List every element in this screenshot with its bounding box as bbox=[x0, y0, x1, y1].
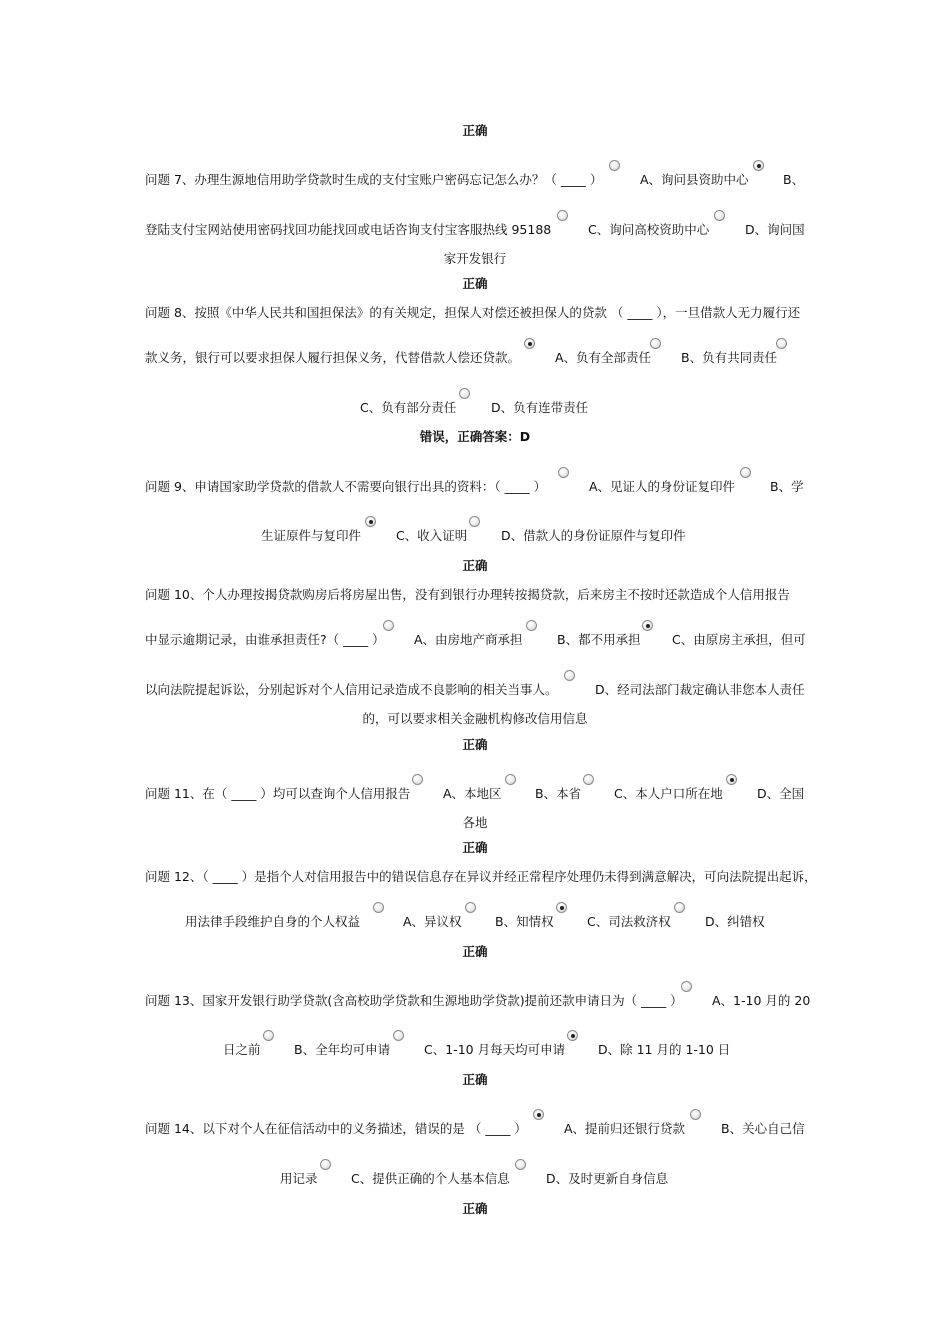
q12-option-c: C、司法救济权 bbox=[587, 914, 671, 929]
q7-radio-a[interactable] bbox=[609, 160, 620, 171]
q14-option-b-cont: 用记录 bbox=[280, 1171, 318, 1186]
q9-radio-c[interactable] bbox=[365, 516, 376, 527]
q13-option-b: B、全年均可申请 bbox=[294, 1042, 391, 1057]
q14-option-a: A、提前归还银行贷款 bbox=[564, 1121, 686, 1136]
result-label: 正确 bbox=[462, 1201, 488, 1216]
q12-radio-c[interactable] bbox=[556, 902, 567, 913]
q7-option-b-prefix: B、 bbox=[783, 172, 805, 187]
q10-option-c: C、由原房主承担，但可 bbox=[672, 632, 806, 647]
q10-option-a: A、由房地产商承担 bbox=[414, 632, 523, 647]
q13-radio-a[interactable] bbox=[681, 981, 692, 992]
q10-radio-c[interactable] bbox=[642, 620, 653, 631]
q14-option-c: C、提供正确的个人基本信息 bbox=[351, 1171, 510, 1186]
q11-option-d: D、全国 bbox=[757, 786, 805, 801]
q14-option-b: B、关心自己信 bbox=[721, 1121, 805, 1136]
q13-option-c: C、1-10 月每天均可申请 bbox=[424, 1042, 566, 1057]
question-13-text: 问题 13、国家开发银行助学贷款(含高校助学贷款和生源地助学贷款)提前还款申请日为（ ____ ） bbox=[145, 993, 683, 1008]
result-label: 正确 bbox=[462, 737, 488, 752]
q8-radio-a[interactable] bbox=[524, 338, 535, 349]
result-label: 正确 bbox=[462, 1072, 488, 1087]
q8-radio-d[interactable] bbox=[459, 388, 470, 399]
result-label-wrong: 错误，正确答案：D bbox=[419, 429, 531, 444]
q7-option-d-cont: 家开发银行 bbox=[443, 251, 507, 266]
q9-radio-d[interactable] bbox=[469, 516, 480, 527]
q12-radio-a[interactable] bbox=[373, 902, 384, 913]
q12-option-d: D、纠错权 bbox=[705, 914, 765, 929]
q7-radio-b[interactable] bbox=[753, 160, 764, 171]
question-9-text: 问题 9、申请国家助学贷款的借款人不需要向银行出具的资料：（ ____ ） bbox=[145, 479, 547, 494]
q8-radio-b[interactable] bbox=[650, 338, 661, 349]
q12-radio-b[interactable] bbox=[465, 902, 476, 913]
q7-option-c: C、询问高校资助中心 bbox=[588, 222, 710, 237]
q13-option-a: A、1-10 月的 20 bbox=[712, 993, 811, 1008]
result-label: 正确 bbox=[462, 558, 488, 573]
q13-radio-c[interactable] bbox=[393, 1030, 404, 1041]
q8-radio-c[interactable] bbox=[776, 338, 787, 349]
q10-radio-b[interactable] bbox=[526, 620, 537, 631]
q13-radio-d[interactable] bbox=[567, 1030, 578, 1041]
q11-option-c: C、本人户口所在地 bbox=[614, 786, 723, 801]
q11-option-a: A、本地区 bbox=[443, 786, 502, 801]
q9-option-c: C、收入证明 bbox=[396, 528, 468, 543]
question-12-text-cont: 用法律手段维护自身的个人权益 bbox=[185, 914, 361, 929]
q11-option-b: B、本省 bbox=[535, 786, 582, 801]
q7-option-b: 登陆支付宝网站使用密码找回功能找回或电话咨询支付宝客服热线 95188 bbox=[145, 222, 552, 237]
q7-radio-c[interactable] bbox=[557, 210, 568, 221]
question-10-text: 问题 10、个人办理按揭贷款购房后将房屋出售，没有到银行办理转按揭贷款，后来房主不按时还款造成个人信用报告 bbox=[145, 587, 790, 602]
q11-radio-a[interactable] bbox=[412, 774, 423, 785]
q12-radio-d[interactable] bbox=[674, 902, 685, 913]
question-8-text: 问题 8、按照《中华人民共和国担保法》的有关规定，担保人对偿还被担保人的贷款 （ ____ ），一旦借款人无力履行还 bbox=[145, 305, 801, 320]
result-label: 正确 bbox=[462, 840, 488, 855]
q14-option-d: D、及时更新自身信息 bbox=[546, 1171, 669, 1186]
q8-option-a: A、负有全部责任 bbox=[555, 350, 652, 365]
q11-option-d-cont: 各地 bbox=[462, 815, 488, 830]
q13-option-d: D、除 11 月的 1-10 日 bbox=[598, 1042, 731, 1057]
q12-option-a: A、异议权 bbox=[403, 914, 462, 929]
question-11-text: 问题 11、在（ ____ ）均可以查询个人信用报告 bbox=[145, 786, 411, 801]
q9-option-b: B、学 bbox=[770, 479, 804, 494]
q10-option-b: B、都不用承担 bbox=[557, 632, 641, 647]
q10-radio-d[interactable] bbox=[564, 670, 575, 681]
q14-radio-b[interactable] bbox=[690, 1109, 701, 1120]
q10-option-d-cont: 的，可以要求相关金融机构修改信用信息 bbox=[362, 711, 588, 726]
question-10-text-cont: 中显示逾期记录，由谁承担责任?（ ____ ） bbox=[145, 632, 385, 647]
q8-option-d: D、负有连带责任 bbox=[491, 400, 589, 415]
result-label: 正确 bbox=[462, 276, 488, 291]
q7-option-d: D、询问国 bbox=[745, 222, 805, 237]
question-12-text: 问题 12、（ ____ ）是指个人对信用报告中的错误信息存在异议并经正常程序处理仍未得到满意解决，可向法院提出起诉， bbox=[145, 869, 817, 884]
q9-option-b-cont: 生证原件与复印件 bbox=[261, 528, 362, 543]
q13-option-a-cont: 日之前 bbox=[223, 1042, 261, 1057]
q11-radio-b[interactable] bbox=[505, 774, 516, 785]
q12-option-b: B、知情权 bbox=[495, 914, 554, 929]
question-7-text: 问题 7、办理生源地信用助学贷款时生成的支付宝账户密码忘记怎么办？（ ____ ） bbox=[145, 172, 603, 187]
result-label: 正确 bbox=[462, 944, 488, 959]
q8-option-c: C、负有部分责任 bbox=[360, 400, 457, 415]
q10-option-c-cont: 以向法院提起诉讼，分别起诉对个人信用记录造成不良影响的相关当事人。 bbox=[145, 682, 558, 697]
q14-radio-d[interactable] bbox=[515, 1159, 526, 1170]
q14-radio-a[interactable] bbox=[533, 1109, 544, 1120]
question-14-text: 问题 14、以下对个人在征信活动中的义务描述，错误的是 （ ____ ） bbox=[145, 1121, 527, 1136]
q9-radio-b[interactable] bbox=[740, 467, 751, 478]
question-8-text-cont: 款义务，银行可以要求担保人履行担保义务，代替借款人偿还贷款。 bbox=[145, 350, 521, 365]
q11-radio-c[interactable] bbox=[583, 774, 594, 785]
q13-radio-b[interactable] bbox=[263, 1030, 274, 1041]
q8-option-b: B、负有共同责任 bbox=[681, 350, 778, 365]
q9-option-d: D、借款人的身份证原件与复印件 bbox=[501, 528, 686, 543]
result-label: 正确 bbox=[462, 123, 488, 138]
q9-radio-a[interactable] bbox=[558, 467, 569, 478]
q14-radio-c[interactable] bbox=[320, 1159, 331, 1170]
q7-radio-d[interactable] bbox=[714, 210, 725, 221]
q9-option-a: A、见证人的身份证复印件 bbox=[589, 479, 736, 494]
q7-option-a: A、询问县资助中心 bbox=[640, 172, 749, 187]
q11-radio-d[interactable] bbox=[726, 774, 737, 785]
q10-option-d: D、经司法部门裁定确认非您本人责任 bbox=[595, 682, 805, 697]
q10-radio-a[interactable] bbox=[383, 620, 394, 631]
